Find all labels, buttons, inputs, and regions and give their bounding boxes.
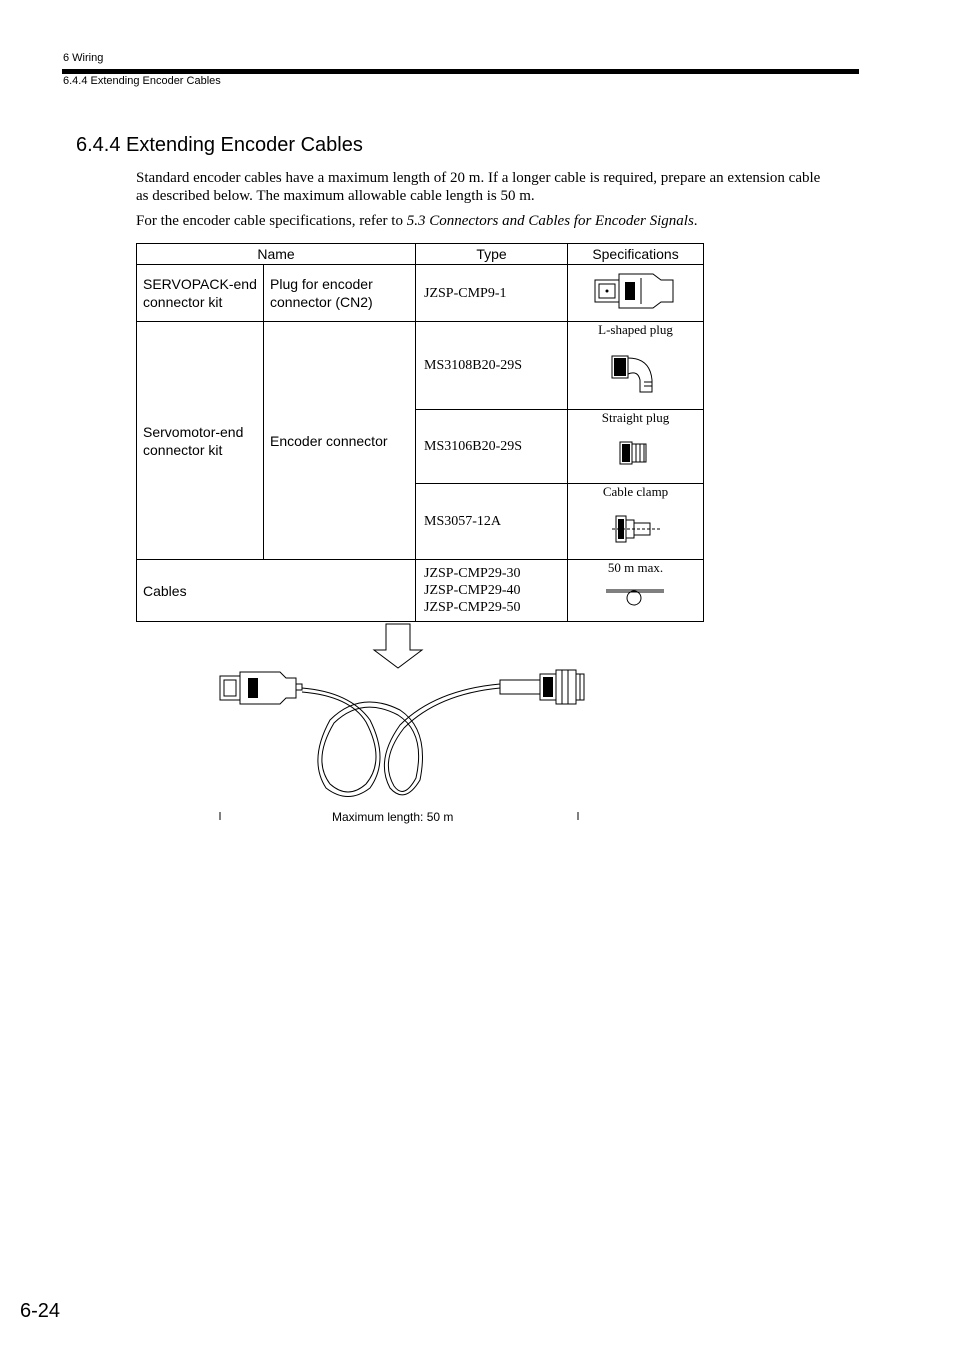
intro-paragraph: Standard encoder cables have a maximum length of 20 m. If a longer cable is required, prepare an extension cable as described below. The maximum allowable cable length is 50 m. xyxy=(136,170,821,204)
cable-clamp-label: Cable clamp xyxy=(602,484,669,499)
cable-clamp-icon xyxy=(610,512,662,546)
l-plug-type: MS3108B20-29S xyxy=(416,322,568,410)
cable-clamp-type: MS3057-12A xyxy=(416,484,568,560)
table-row xyxy=(137,560,704,622)
reference-paragraph xyxy=(136,212,836,230)
table-row xyxy=(137,265,704,322)
encoder-parts-table xyxy=(136,243,704,622)
straight-plug-icon xyxy=(616,438,656,468)
straight-plug-type: MS3106B20-29S xyxy=(416,410,568,484)
servopack-type: JZSP-CMP9-1 xyxy=(416,265,568,322)
l-plug-spec xyxy=(568,322,704,410)
section-title: 6.4.4 Extending Encoder Cables xyxy=(76,134,363,156)
l-plug-label: L-shaped plug xyxy=(598,322,673,337)
cables-spec-label: 50 m max. xyxy=(607,560,664,575)
cable-clamp-spec xyxy=(568,484,704,560)
cables-name: Cables xyxy=(137,560,416,622)
header-name: Name xyxy=(137,244,416,265)
table-row xyxy=(137,322,704,410)
extension-cable-diagram xyxy=(200,620,600,820)
header-rule xyxy=(62,69,859,74)
reference-link[interactable]: 5.3 Connectors and Cables for Encoder Signals xyxy=(406,213,694,229)
straight-plug-spec xyxy=(568,410,704,484)
cable-line xyxy=(302,684,500,797)
max-length-label: Maximum length: 50 m xyxy=(332,810,454,824)
cable-type-50: JZSP-CMP29-50 xyxy=(424,600,521,615)
servopack-connector-icon xyxy=(220,672,302,704)
page-number: 6-24 xyxy=(20,1300,61,1322)
cable-type-30: JZSP-CMP29-30 xyxy=(424,566,521,581)
servomotor-kit-name: Servomotor-end connector kit xyxy=(137,322,264,560)
reference-prefix: For the encoder cable specifications, refer to xyxy=(136,213,407,229)
cables-spec xyxy=(568,560,704,622)
header-chapter: 6 Wiring xyxy=(63,52,104,64)
header-type: Type xyxy=(416,244,568,265)
encoder-connector-name: Encoder connector xyxy=(264,322,416,560)
servopack-kit-name: SERVOPACK-end connector kit xyxy=(137,265,264,322)
header-section: 6.4.4 Extending Encoder Cables xyxy=(63,75,221,87)
servopack-spec xyxy=(568,265,704,322)
reference-suffix: . xyxy=(693,213,698,229)
straight-plug-label: Straight plug xyxy=(601,410,670,425)
cable-type-40: JZSP-CMP29-40 xyxy=(424,583,521,598)
servopack-plug-name: Plug for encoder connector (CN2) xyxy=(264,265,416,322)
cable-coil-icon xyxy=(604,584,668,610)
cables-types xyxy=(416,560,568,622)
cn2-plug-icon xyxy=(593,270,679,312)
l-shaped-plug-icon xyxy=(606,352,666,396)
header-specs: Specifications xyxy=(568,244,704,265)
servomotor-connector-icon xyxy=(500,670,584,704)
down-arrow-icon xyxy=(374,624,422,668)
